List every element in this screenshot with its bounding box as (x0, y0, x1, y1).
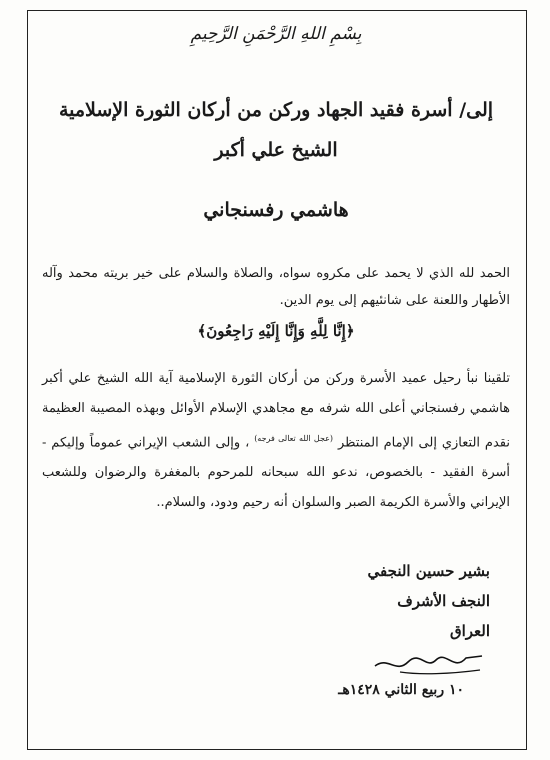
handwritten-signature-icon (370, 648, 490, 678)
quran-verse: ﴿إِنَّا لِلَّهِ وَإِنَّا إِلَيْهِ رَاجِعُونَ﴾ (197, 322, 355, 340)
condolence-paragraph (42, 364, 510, 518)
heading-line-2: هاشمي رفسنجاني (203, 199, 349, 221)
signature-block (290, 562, 490, 652)
condolence-note: (عجل الله تعالى فرجه) (254, 434, 334, 443)
condolence-text-part-2: ، وإلى الشعب الإيراني عموماً وإليكم - أسرة الفقيد - بالخصوص، ندعو الله سبحانه للمرحوم بالمغفرة والرضوان وللشعب الإيراني والأسرة الكريمة الصبر والسلوان أنه رحيم ودود، والسلام.. (42, 435, 510, 511)
condolence-text-part-1: تلقينا نبأ رحيل عميد الأسرة وركن من أركان الثورة الإسلامية آية الله الشيخ علي أكبر هاشمي رفسنجاني أعلى الله شرفه مع مجاهدي الإسلام الأوائل وبهذه المصيبة العظيمة نقدم التعازي إلى الإمام المنتظر (42, 371, 510, 451)
heading-line-1: إلى/ أسرة فقيد الجهاد وركن من أركان الثورة الإسلامية الشيخ علي أكبر (58, 99, 494, 161)
signature-name: بشير حسين النجفي (367, 562, 490, 580)
signature-country: العراق (449, 622, 490, 640)
signature-city: النجف الأشرف (397, 592, 490, 610)
opening-paragraph: الحمد لله الذي لا يحمد على مكروه سواه، والصلاة والسلام على خير بريته محمد وآله الأطهار واللعنة على شانئيهم إلى يوم الدين. (42, 266, 510, 308)
letter-date: ١٠ ربيع الثاني ١٤٢٨هـ (338, 682, 464, 698)
letter-body (42, 18, 510, 518)
basmala: بِسْمِ اللهِ الرَّحْمَنِ الرَّحِيمِ (190, 24, 362, 44)
letter-heading (42, 90, 510, 230)
